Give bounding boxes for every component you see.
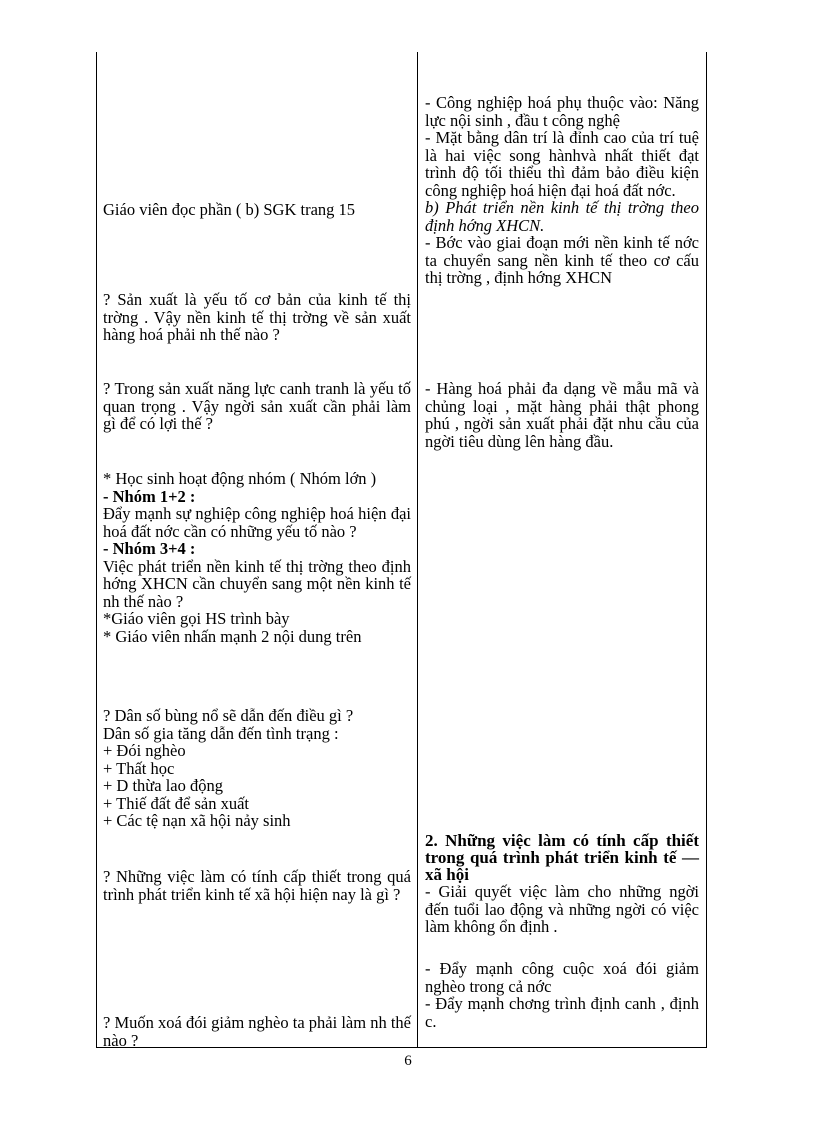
question-poverty-reduction: ? Muốn xoá đói giảm nghèo ta phải làm nh thế nào ? [103,1013,411,1050]
goods-requirements-text: - Hàng hoá phải đa dạng về mẫu mã và chủng loại , mặt hàng phải thật phong phú , ngời sản xuất phải đặt nhu cầu của ngời tiêu dùng lên hàng đầu. [425,379,699,451]
group-3-4-question: Việc phát triển nền kinh tế thị trờng theo định hớng XHCN cần chuyển sang một nền kinh tế nh thế nào ? [103,556,411,611]
industrialization-text: - Công nghiệp hoá phụ thuộc vào: Năng lực nội sinh , đầu t công nghệ [425,93,699,130]
teacher-call-note: *Giáo viên gọi HS trình bày [103,609,290,628]
consequence-item: + Các tệ nạn xã hội nảy sinh [103,811,291,830]
poverty-text: - Đẩy mạnh công cuộc xoá đói giảm nghèo trong cả nớc [425,959,699,996]
teacher-emphasis-note: * Giáo viên nhấn mạnh 2 nội dung trên [103,626,362,646]
right-block-poverty [425,960,699,1030]
population-increase-text: Dân số gia tăng dẫn đến tình trạng : [103,723,339,743]
section-2-heading: 2. Những việc làm có tính cấp thiết trong quá trình phát triển kinh tế —xã hội [425,831,699,884]
consequence-item: + Đói nghèo [103,741,186,760]
group-activity-block [103,470,411,645]
question-population: ? Dân số bùng nổ sẽ dẫn đến điều gì ? [103,706,354,725]
jobs-text: - Giải quyết việc làm cho những ngời đến tuổi lao động và những ngời có việc làm không ổn định . [425,882,699,936]
group-3-4-title: - Nhóm 3+4 : [103,539,196,558]
teacher-reading-note: Giáo viên đọc phần ( b) SGK trang 15 [103,200,356,219]
right-block-top [425,94,699,287]
group-activity-instruction: * Học sinh hoạt động nhóm ( Nhóm lớn ) [103,469,377,488]
table-left-border [96,52,97,1048]
page-number: 6 [404,1053,412,1069]
table-column-divider [417,52,418,1048]
question-production: ? Sản xuất là yếu tố cơ bản của kinh tế thị trờng . Vậy nền kinh tế thị trờng về sản xuất hàng hoá phải nh thế nào ? [103,290,411,344]
question-competition: ? Trong sản xuất năng lực canh tranh là yếu tố quan trọng . Vậy ngời sản xuất cần phải làm gì để có lợi thế ? [103,379,411,433]
consequence-item: + Thất học [103,758,175,778]
group-1-2-question: Đẩy mạnh sự nghiệp công nghiệp hoá hiện đại hoá đất nớc cần có những yếu tố nào ? [103,504,411,541]
education-text: - Mặt bằng dân trí là đỉnh cao của trí tuệ là hai việc song hànhvà nhất thiết đạt trình độ tối thiểu thì đảm bảo điều kiện công nghiệp hoá hiện đại hoá đất nớc. [425,128,699,200]
consequence-item: + Thiế đất để sản xuất [103,793,250,813]
question-urgent-tasks: ? Những việc làm có tính cấp thiết trong quá trình phát triển kinh tế xã hội hiện nay là gì ? [103,867,411,904]
new-stage-text: - Bớc vào giai đoạn mới nền kinh tế nớc ta chuyển sang nền kinh tế theo cơ cấu thị trờng , định hớng XHCN [425,233,699,287]
right-block-section-2 [425,832,699,936]
resettlement-text: - Đẩy mạnh chơng trình định canh , định c. [425,994,699,1031]
group-1-2-title: - Nhóm 1+2 : [103,486,196,506]
consequence-item: + D thừa lao động [103,776,223,795]
population-block [103,707,411,830]
section-b-title: b) Phát triển nền kinh tế thị trờng theo định hớng XHCN. [425,198,699,235]
table-right-border [706,52,707,1048]
